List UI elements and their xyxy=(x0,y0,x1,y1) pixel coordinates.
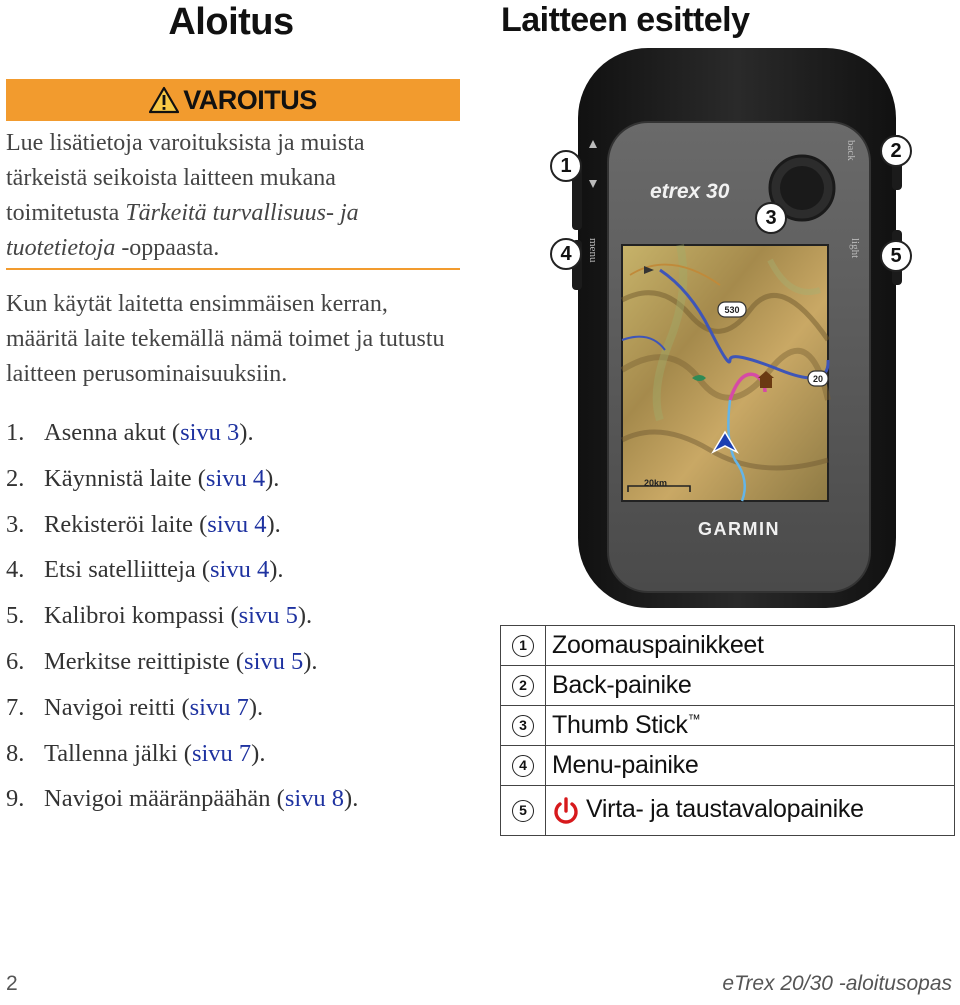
page-link[interactable]: sivu 4 xyxy=(210,556,270,584)
step-item: 7. Navigoi reitti (sivu 7). xyxy=(6,693,264,721)
legend-number: 5 xyxy=(512,800,534,822)
warning-icon xyxy=(149,86,179,114)
step-item: 9. Navigoi määränpäähän (sivu 8). xyxy=(6,785,359,813)
device-screen xyxy=(622,245,828,501)
light-side-label: light xyxy=(849,238,861,259)
campsite-icon xyxy=(760,378,772,388)
page-link[interactable]: sivu 7 xyxy=(189,693,249,721)
page-link[interactable]: sivu 8 xyxy=(284,785,345,813)
legend-number: 3 xyxy=(512,715,534,737)
page-link[interactable]: sivu 3 xyxy=(180,419,240,446)
page-link[interactable]: sivu 5 xyxy=(244,647,304,675)
component-legend-table xyxy=(500,625,955,836)
map-scale-label: 20km xyxy=(644,478,668,488)
legend-number: 4 xyxy=(512,755,534,777)
page-link[interactable]: sivu 4 xyxy=(207,510,267,538)
gps-device-illustration xyxy=(520,40,960,615)
page-title: Aloitus xyxy=(168,1,294,43)
warning-banner xyxy=(6,79,460,121)
intro-paragraph: Kun käytät laitetta ensimmäisen kerran, määritä laite tekemällä nämä toimet ja tutustu laitteen perusominaisuuksiin. xyxy=(6,291,445,387)
step-item: 8. Tallenna jälki (sivu 7). xyxy=(6,739,266,767)
step-item: 6. Merkitse reittipiste (sivu 5). xyxy=(6,647,318,675)
page-link[interactable]: sivu 4 xyxy=(205,464,266,492)
step-item: 2. Käynnistä laite (sivu 4). xyxy=(6,464,280,492)
legend-row xyxy=(501,626,955,666)
step-item: 4. Etsi satelliitteja (sivu 4). xyxy=(6,556,284,584)
callout-menu-button: 4 xyxy=(550,238,582,270)
legend-row xyxy=(501,786,955,836)
warning-label: VAROITUS xyxy=(183,84,317,115)
setup-steps-list xyxy=(6,413,456,825)
brand-logo: GARMIN xyxy=(698,519,780,539)
callout-zoom-buttons: 1 xyxy=(550,150,582,182)
legend-number: 1 xyxy=(512,635,534,657)
footer-title: eTrex 20/30 -aloitusopas xyxy=(722,972,952,995)
power-icon xyxy=(552,796,580,826)
step-item: 3. Rekisteröi laite (sivu 4). xyxy=(6,510,281,538)
warning-text: Lue lisätietoja varoituksista ja muista tärkeistä seikoista laitteen mukana toimitetusta Tärkeitä turvallisuus- ja tuotetietoja -oppaasta. xyxy=(6,130,365,261)
page-link[interactable]: sivu 5 xyxy=(238,602,298,630)
step-item: 1. Asenna akut (sivu 3). xyxy=(6,419,254,446)
svg-text:530: 530 xyxy=(724,305,740,315)
callout-power-button: 5 xyxy=(880,240,912,272)
device-model-label: etrex 30 xyxy=(650,180,730,203)
callout-thumb-stick: 3 xyxy=(755,202,787,234)
page-link[interactable]: sivu 7 xyxy=(191,739,252,767)
menu-side-label: menu xyxy=(587,238,599,263)
section-title: Laitteen esittely xyxy=(501,1,750,39)
warning-divider xyxy=(6,268,460,270)
page-footer xyxy=(0,972,960,1002)
legend-row xyxy=(501,666,955,706)
legend-label: Zoomauspainikkeet xyxy=(546,626,955,666)
legend-label: Virta- ja taustavalopainike xyxy=(546,786,955,836)
page-number: 2 xyxy=(6,972,18,995)
legend-label: Menu-painike xyxy=(546,746,955,786)
safety-guide-title: Tärkeitä turvallisuus- ja tuotetietoja xyxy=(6,200,359,261)
back-side-label: back xyxy=(845,140,857,161)
legend-label: Thumb Stick™ xyxy=(546,706,955,746)
trademark-symbol: ™ xyxy=(687,711,701,727)
legend-label: Back-painike xyxy=(546,666,955,706)
callout-back-button: 2 xyxy=(880,135,912,167)
step-item: 5. Kalibroi kompassi (sivu 5). xyxy=(6,602,313,630)
legend-row xyxy=(501,706,955,746)
legend-row xyxy=(501,746,955,786)
svg-text:20: 20 xyxy=(812,374,824,384)
legend-number: 2 xyxy=(512,675,534,697)
